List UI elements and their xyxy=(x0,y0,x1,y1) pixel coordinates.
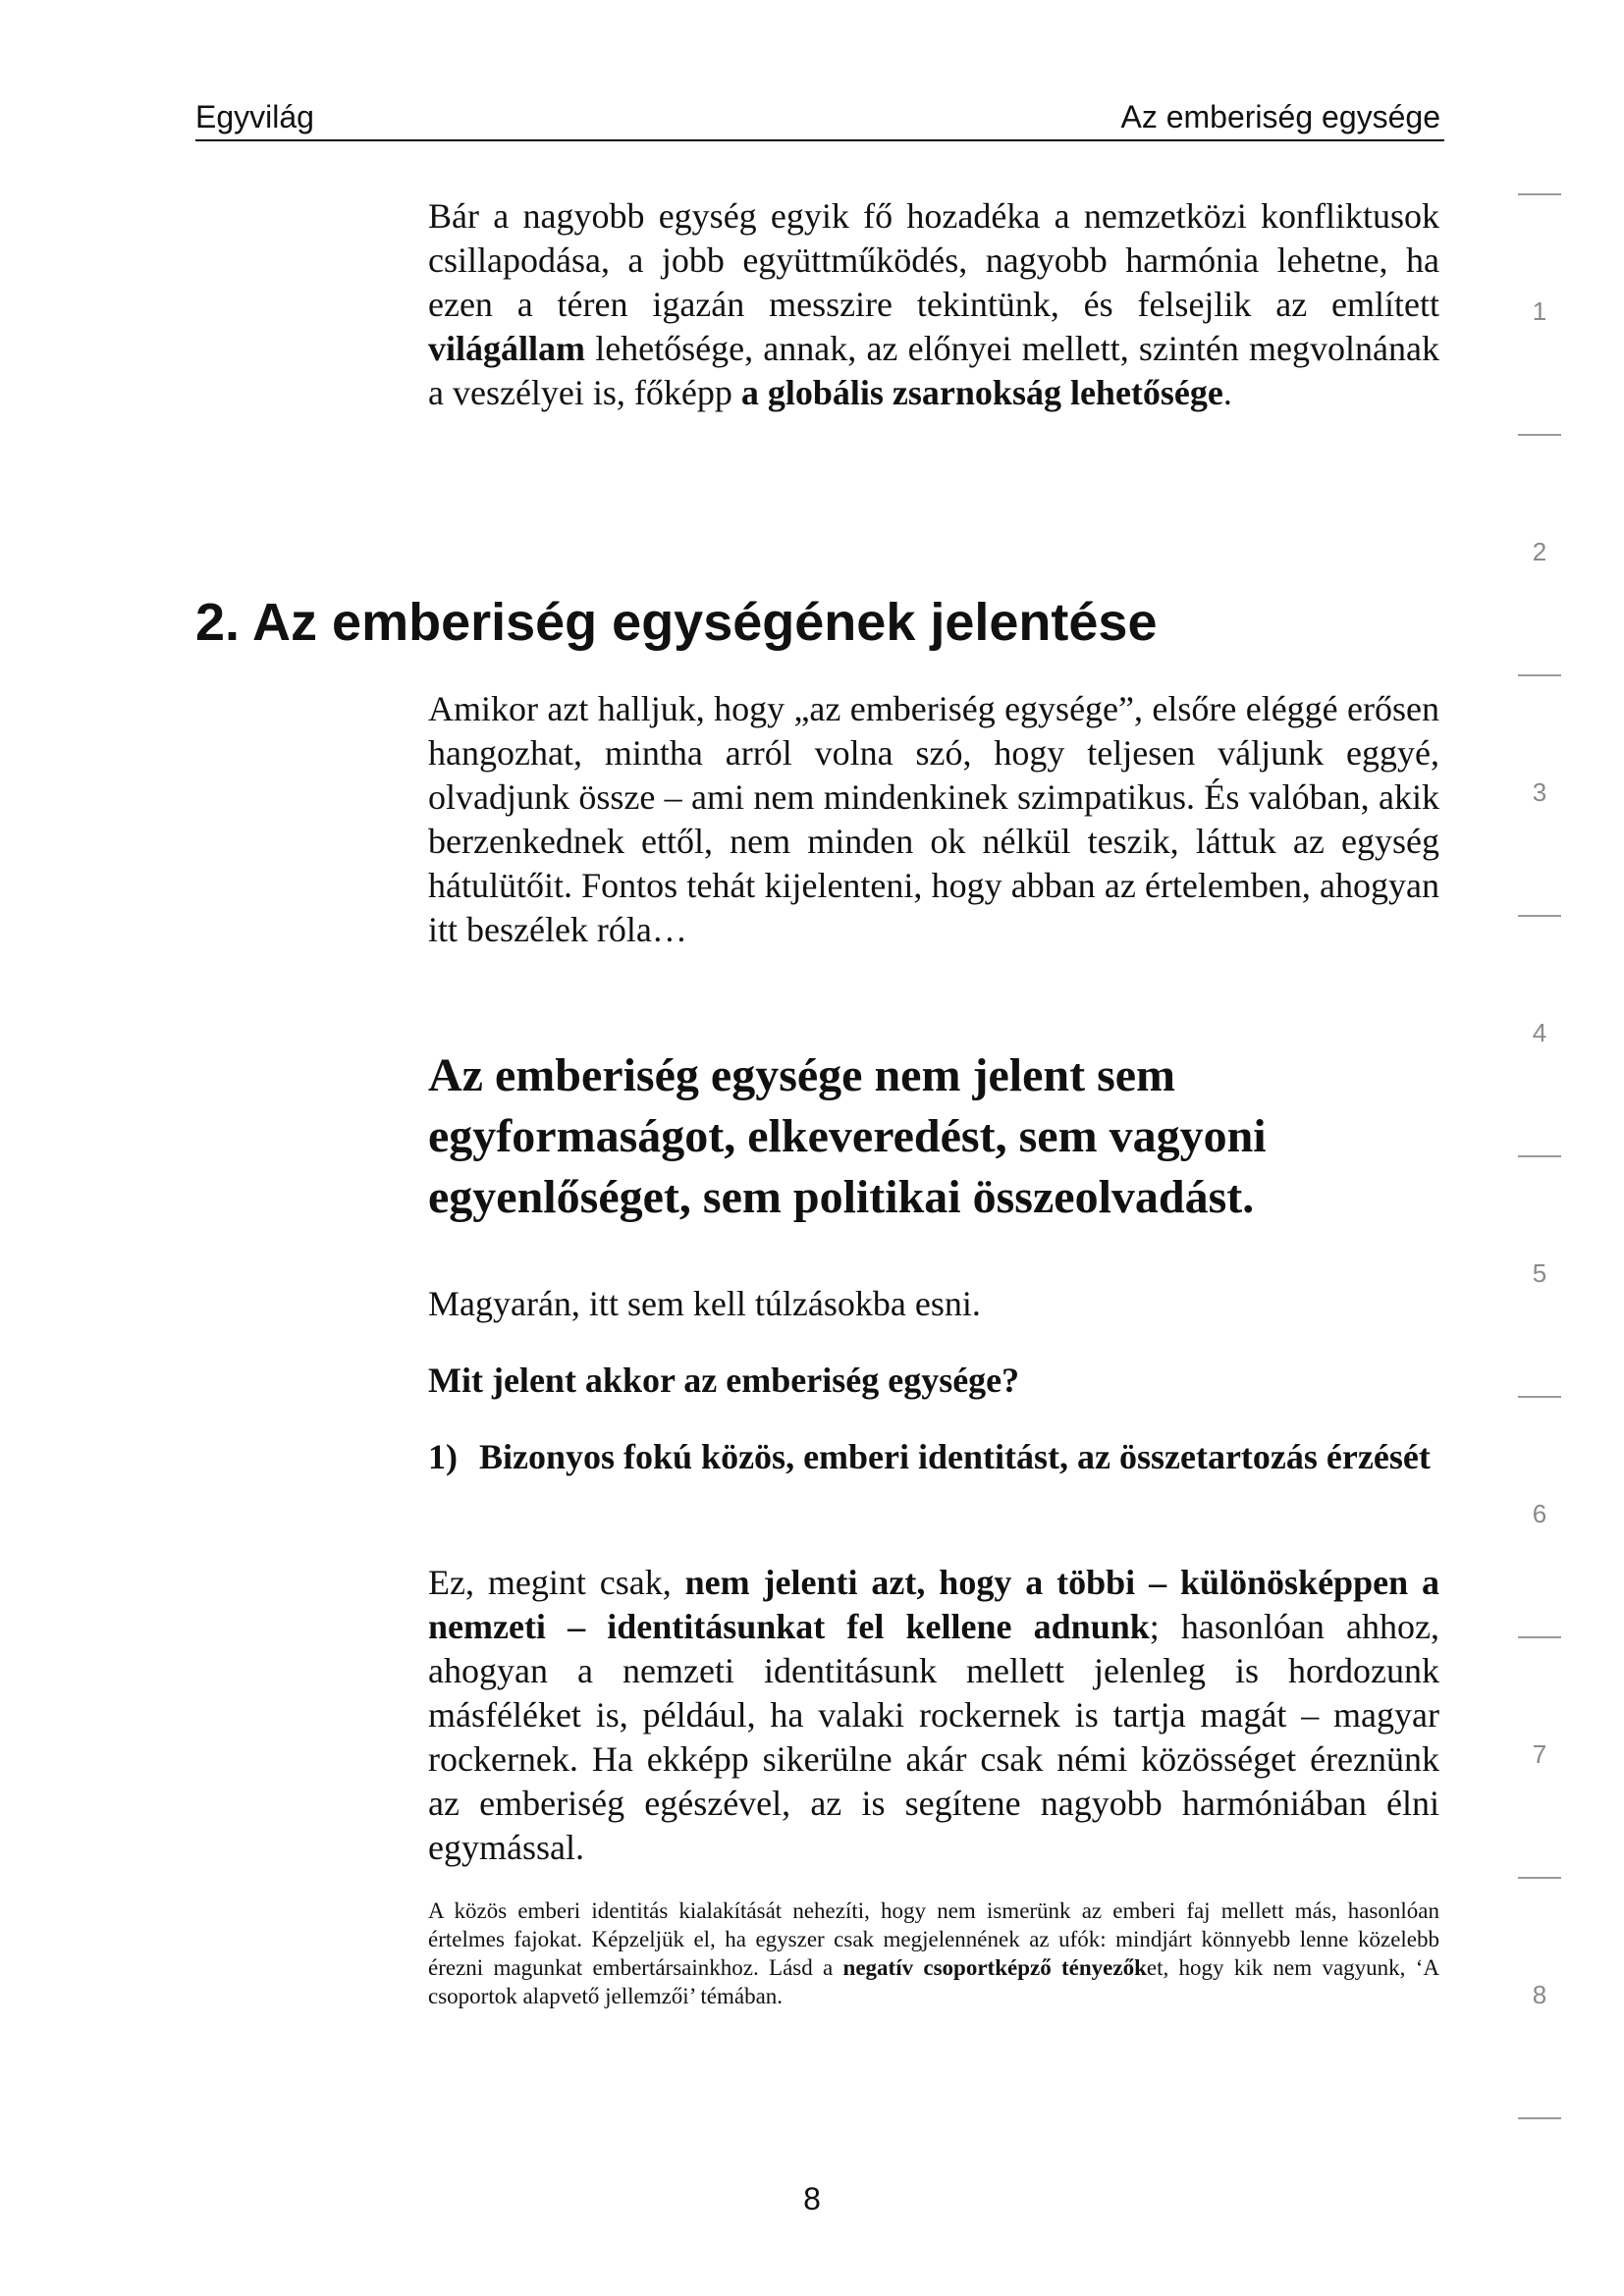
header-book-title: Egyvilág xyxy=(195,99,314,134)
intro-bold-world-state: világállam xyxy=(428,329,585,368)
ruler-tick xyxy=(1518,1877,1561,1879)
ruler-number-3: 3 xyxy=(1532,777,1547,807)
ruler-tick xyxy=(1518,1155,1561,1157)
ruler-tick xyxy=(1518,193,1561,195)
intro-paragraph xyxy=(428,194,1439,415)
footnote-text-2: et, hogy kik nem vagyunk, ‘A csoportok alapvető jellemzői’ témában. xyxy=(428,1955,1439,2008)
intro-text-1: Bár a nagyobb egység egyik fő hozadéka a nemzetközi konfliktusok csillapodása, a jobb együttműködés, nagyobb harmónia lehetne, ha ezen a téren igazán messzire tekintünk, és felsejlik az említett xyxy=(428,196,1439,324)
ruler-number-8: 8 xyxy=(1532,1980,1547,2009)
intro-text-3: . xyxy=(1222,373,1232,412)
ruler-number-5: 5 xyxy=(1532,1258,1547,1288)
header-chapter-title: Az emberiség egysége xyxy=(1120,99,1440,134)
intro-text-2: lehetősége, annak, az előnyei mellett, szintén megvolnának a veszélyei is, főképp xyxy=(428,329,1439,412)
page-number: 8 xyxy=(803,2181,821,2216)
explanation-paragraph xyxy=(428,1561,1439,1870)
section-paragraph: Amikor azt halljuk, hogy „az emberiség egysége”, elsőre eléggé erősen hangozhat, mintha arról volna szó, hogy teljesen váljunk eggyé, olvadjunk össze – ami nem mindenkinek szimpatikus. És valóban, akik berzenkednek ettől, nem minden ok nélkül teszik, láttuk az egység hátulütőit. Fontos tehát kijelenteni, hogy abban az értelemben, ahogyan itt beszélek róla… xyxy=(428,689,1439,949)
callout-statement: Az emberiség egysége nem jelent sem egyformaságot, elkeveredést, sem vagyoni egyenlőséget, sem politikai összeolvadást. xyxy=(428,1049,1267,1223)
list-item-number: 1) xyxy=(428,1437,458,1476)
ruler-tick xyxy=(1518,434,1561,436)
ruler-number-2: 2 xyxy=(1532,537,1547,566)
intro-bold-global-tyranny: a globális zsarnokság lehetősége xyxy=(740,373,1223,412)
ruler-number-1: 1 xyxy=(1532,296,1547,326)
section-heading: 2. Az emberiség egységének jelentése xyxy=(195,593,1158,652)
ruler-tick xyxy=(1518,2117,1561,2119)
plain-line: Magyarán, itt sem kell túlzásokba esni. xyxy=(428,1284,981,1323)
explanation-text-1: Ez, megint csak, xyxy=(428,1563,685,1602)
list-item xyxy=(428,1435,1439,1479)
explanation-bold: nem jelenti azt, hogy a többi – különösképpen a nemzeti – identitásunkat fel kellene adnunk xyxy=(428,1563,1440,1646)
ruler-tick xyxy=(1518,1636,1561,1638)
ruler-tick xyxy=(1518,915,1561,917)
ruler-tick xyxy=(1518,674,1561,676)
ruler-number-7: 7 xyxy=(1532,1739,1547,1769)
ruler-number-6: 6 xyxy=(1532,1499,1547,1528)
footnote-bold: negatív csoportképző tényezők xyxy=(842,1955,1147,1980)
question-line: Mit jelent akkor az emberiség egysége? xyxy=(428,1361,1020,1400)
running-header xyxy=(195,96,1444,141)
list-item-text: Bizonyos fokú közös, emberi identitást, az összetartozás érzését xyxy=(479,1437,1431,1476)
footnote-text-1: A közös emberi identitás kialakítását nehezíti, hogy nem ismerünk az emberi faj mellett más, hasonlóan értelmes fajokat. Képzeljük el, ha egyszer csak megjelennének az ufók: mindjárt könnyebb lenne közelebb érezni magunkat embertársainkhoz. Lásd a xyxy=(428,1898,1439,1980)
footnote xyxy=(428,1896,1439,2010)
ruler-tick xyxy=(1518,1396,1561,1398)
explanation-text-2: ; hasonlóan ahhoz, ahogyan a nemzeti identitásunk mellett jelenleg is hordozunk másféléket is, például, ha valaki rockernek is tartja magát – magyar rockernek. Ha ekképp sikerülne akár csak némi közösséget éreznünk az emberiség egészével, az is segítene nagyobb harmóniában élni egymással. xyxy=(428,1607,1439,1867)
ruler-number-4: 4 xyxy=(1532,1018,1547,1047)
